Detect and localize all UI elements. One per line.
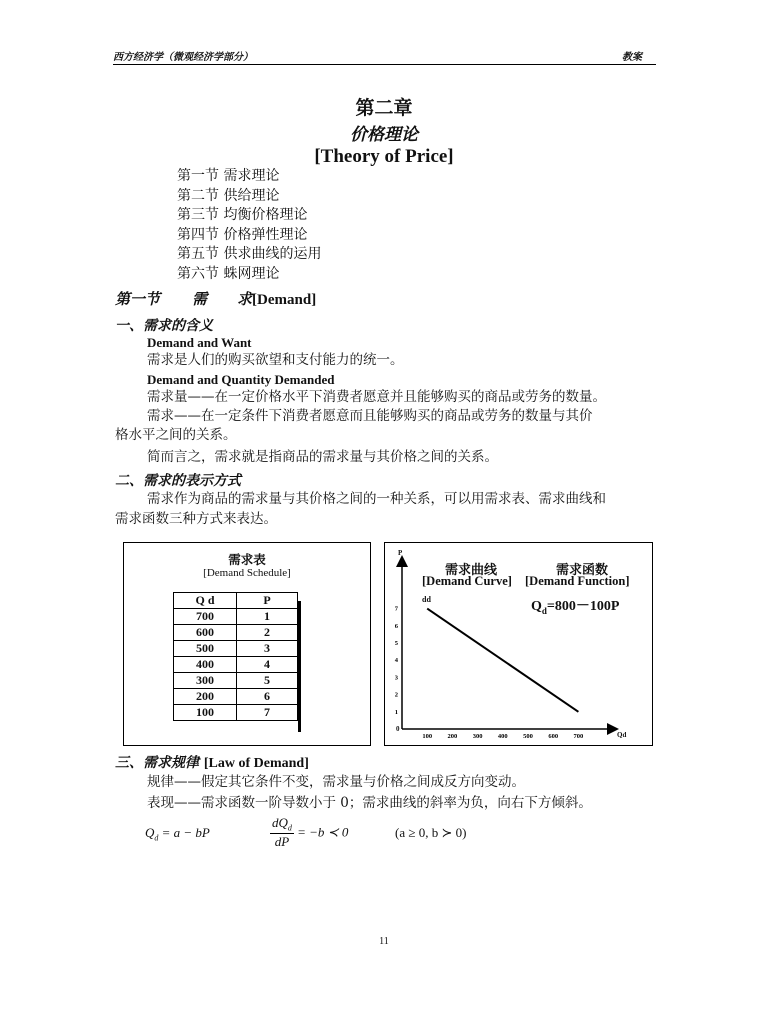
column-header: Q d <box>174 593 237 609</box>
schedule-title-cn: 需求表 <box>228 552 266 567</box>
toc-item: 第四节 价格弹性理论 <box>177 226 308 243</box>
toc-item: 第三节 均衡价格理论 <box>177 207 308 224</box>
part1-sub1: Demand and Want <box>147 335 252 350</box>
table-row: 100 7 <box>174 705 298 721</box>
function-formula: $Q_d=800-100P$ <box>531 599 620 616</box>
function-title-en: [Demand Function] <box>525 574 630 588</box>
y-tick-label: 7 <box>394 605 398 613</box>
x-tick-label: 300 <box>472 733 483 740</box>
section-heading: 第一节 需 求[Demand] <box>115 290 317 308</box>
header-right: 教案 <box>622 52 642 63</box>
part1-p3a: 需求——在一定条件下消费者愿意而且能够购买的商品或劳务的数量与其价 <box>147 408 593 424</box>
toc-item: 第二节 供给理论 <box>177 187 280 204</box>
equation-constraints: (a ≥ 0, b ≻ 0) <box>395 825 467 840</box>
y-tick-label: 1 <box>394 708 398 716</box>
table-shadow <box>298 601 301 732</box>
column-header: P <box>237 593 298 609</box>
part1-p2: 需求量——在一定价格水平下消费者愿意并且能够购买的商品或劳务的数量。 <box>147 389 606 405</box>
x-tick-label: 400 <box>497 733 508 740</box>
chapter-title-cn: 价格理论 <box>350 125 418 145</box>
part1-heading: 一、需求的含义 <box>115 318 213 334</box>
table-row: 300 5 <box>174 673 298 689</box>
schedule-title-en: [Demand Schedule] <box>203 567 291 579</box>
equation-demand-function: $Q_d = a$ − bP <box>145 825 210 843</box>
part1-p3b: 格水平之间的关系。 <box>115 427 237 443</box>
demand-schedule-panel <box>123 542 371 746</box>
part3-p1: 规律——假定其它条件不变，需求量与价格之间成反方向变动。 <box>147 774 525 790</box>
chapter-title-en: [Theory of Price] <box>314 146 454 167</box>
demand-curve-panel <box>384 542 653 746</box>
curve-title-en: [Demand Curve] <box>422 574 512 588</box>
demand-schedule-table <box>173 592 298 721</box>
origin-label: 0 <box>396 725 400 733</box>
curve-title-cn: 需求曲线 <box>445 563 498 578</box>
part3-p2: 表现——需求函数一阶导数小于 0；需求曲线的斜率为负，向右下方倾斜。 <box>147 795 592 811</box>
function-title-cn: 需求函数 <box>556 563 609 578</box>
x-tick-label: 200 <box>447 733 458 740</box>
table-row: 200 6 <box>174 689 298 705</box>
y-tick-label: 2 <box>394 691 398 699</box>
header-left: 西方经济学（微观经济学部分） <box>113 52 253 63</box>
y-axis-label: P <box>398 549 403 557</box>
table-row: 700 1 <box>174 609 298 625</box>
equation-derivative: $dQ_d$ dP = −b ≺ 0 <box>272 815 349 849</box>
part2-heading: 二、需求的表示方式 <box>115 473 241 489</box>
table-row: 500 3 <box>174 641 298 657</box>
curve-label: dd <box>422 595 431 604</box>
toc-item: 第一节 需求理论 <box>177 168 280 184</box>
page-number: 11 <box>379 936 389 947</box>
part1-p4: 简而言之，需求就是指商品的需求量与其价格之间的关系。 <box>147 449 498 465</box>
part2-p1a: 需求作为商品的需求量与其价格之间的一种关系，可以用需求表、需求曲线和 <box>147 491 606 507</box>
x-tick-label: 600 <box>548 733 559 740</box>
chapter-number: 第二章 <box>355 97 413 119</box>
table-header-row <box>174 593 298 609</box>
x-tick-label: 700 <box>573 733 584 740</box>
toc-item: 第五节 供求曲线的运用 <box>177 246 322 263</box>
part3-heading: 三、需求规律 [Law of Demand] <box>115 755 309 771</box>
y-tick-label: 6 <box>394 622 398 630</box>
y-tick-label: 4 <box>394 657 398 665</box>
x-tick-label: 500 <box>523 733 533 740</box>
x-tick-label: 100 <box>422 733 433 740</box>
toc-item: 第六节 蛛网理论 <box>177 265 280 282</box>
part2-p1b: 需求函数三种方式来表达。 <box>115 511 277 527</box>
table-row: 600 2 <box>174 625 298 641</box>
y-tick-label: 5 <box>394 640 398 647</box>
header-rule <box>113 64 656 65</box>
y-tick-label: 3 <box>394 674 398 682</box>
demand-curve-line <box>427 609 578 712</box>
part1-p1: 需求是人们的购买欲望和支付能力的统一。 <box>147 352 404 368</box>
table-row: 400 4 <box>174 657 298 673</box>
table-of-contents <box>177 167 321 285</box>
x-axis-label: Qd <box>617 731 627 739</box>
part1-sub2: Demand and Quantity Demanded <box>147 372 335 387</box>
